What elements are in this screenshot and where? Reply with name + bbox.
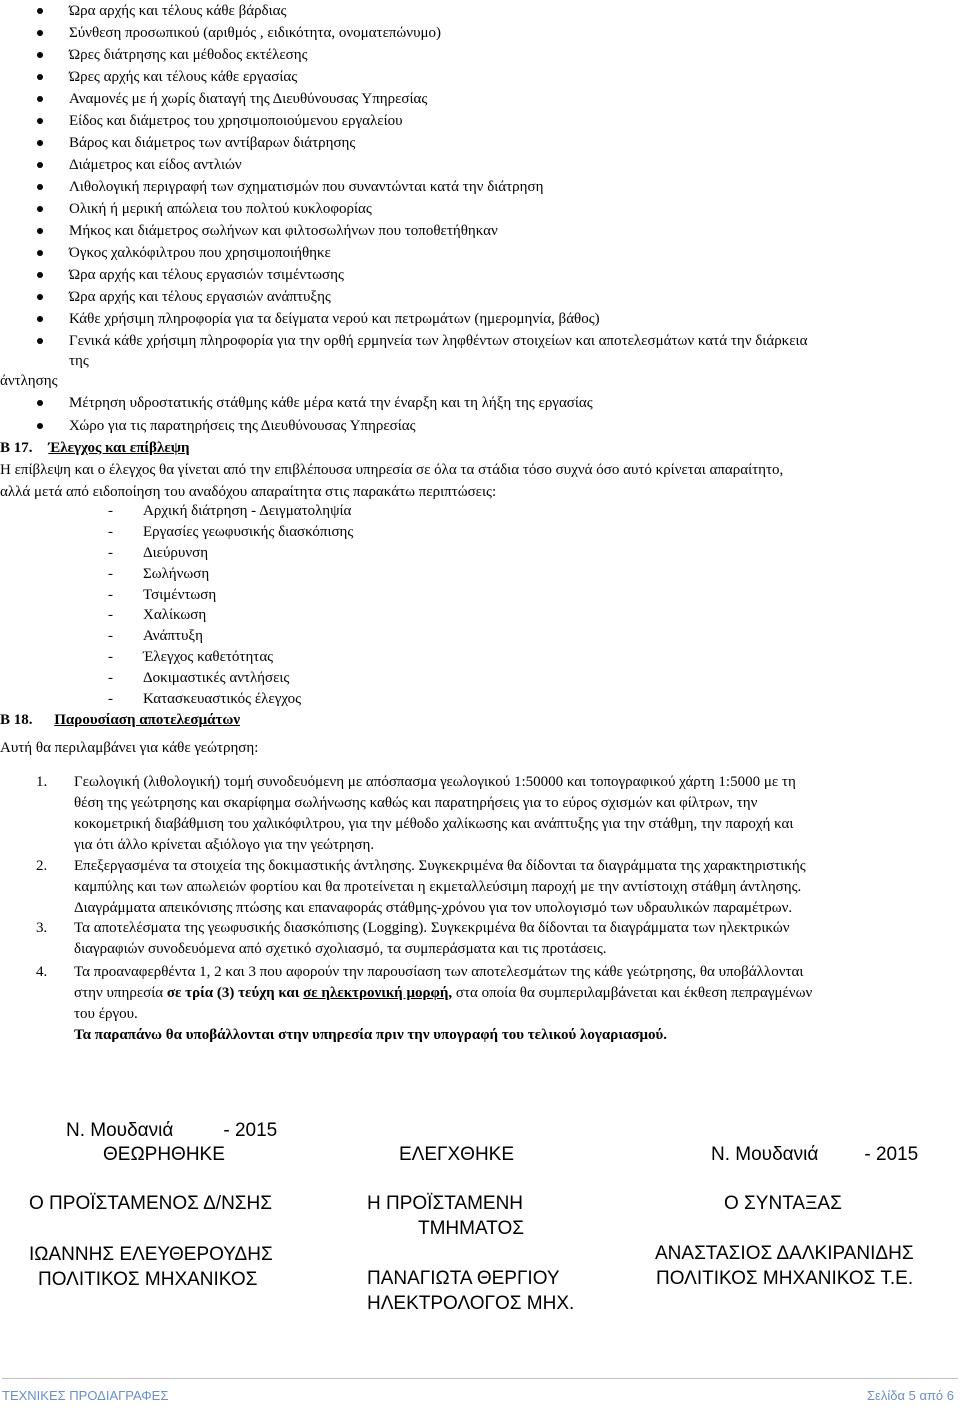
list-item: Έλεγχος καθετότητας — [143, 649, 274, 665]
list-item: Βάρος και διάμετρος των αντίβαρων διάτρησης — [69, 135, 356, 151]
bullet-dot — [37, 74, 43, 80]
list-item: Ώρα αρχής και τέλους εργασιών τσιμέντωσης — [69, 267, 344, 283]
dash-marker: - — [108, 691, 113, 707]
footer-title: ΤΕΧΝΙΚΕΣ ΠΡΟΔΙΑΓΡΑΦΕΣ — [2, 1388, 169, 1403]
list-item: Ώρα αρχής και τέλους εργασιών ανάπτυξης — [69, 289, 331, 305]
text-run: στην υπηρεσία — [74, 985, 167, 1001]
elegxthike-label: ΕΛΕΓΧΘΗΚΕ — [399, 1144, 515, 1165]
right-date — [711, 1143, 918, 1167]
list-item-line: κοκομετρική διαβάθμιση του χαλικόφιλτρου, για την μέθοδο χαλίκωσης και ανάπτυξης για την στάθμη, την παροχή και — [74, 816, 794, 832]
emphasis-underline-text: σε ηλεκτρονική μορφή, — [303, 985, 453, 1001]
list-item: Ώρες αρχής και τέλους κάθε εργασίας — [69, 69, 298, 85]
list-item: Ώρες διάτρησης και μέθοδος εκτέλεσης — [69, 47, 308, 63]
dash-marker: - — [108, 545, 113, 561]
bullet-dot — [37, 96, 43, 102]
footer-page-number: Σελίδα 5 από 6 — [867, 1388, 954, 1403]
theorithike-label: ΘΕΩΡΗΘΗΚΕ — [103, 1144, 225, 1165]
item-number: 3. — [36, 920, 48, 936]
paragraph-line: αλλά μετά από ειδοποίηση του αναδόχου απαραίτητα στις παρακάτω περιπτώσεις: — [0, 484, 497, 500]
list-item: Μήκος και διάμετρος σωλήνων και φιλτοσωλήνων που τοποθετήθηκαν — [69, 223, 498, 239]
col1-role: ΠΟΛΙΤΙΚΟΣ ΜΗΧΑΝΙΚΟΣ — [38, 1269, 258, 1290]
dash-marker: - — [108, 670, 113, 686]
dash-marker: - — [108, 649, 113, 665]
list-item-line: για ότι άλλο κρίνεται αξιόλογο για την γεώτρηση. — [74, 837, 375, 853]
col3-name: ΑΝΑΣΤΑΣΙΟΣ ΔΑΛΚΙΡΑΝΙΔΗΣ — [655, 1243, 914, 1264]
list-item-line: Γεωλογική (λιθολογική) τομή συνοδευόμενη με απόσπασμα γεωλογικού 1:50000 και τοπογραφικού χάρτη 1:5000 με τη — [74, 774, 796, 790]
bullet-dot — [37, 206, 43, 212]
section-heading-b18 — [0, 710, 240, 730]
list-item-line — [74, 982, 812, 1004]
list-item: Δοκιμαστικές αντλήσεις — [143, 670, 290, 686]
list-item-line: θέση της γεώτρησης και σκαρίφημα σωλήνωσης καθώς και παρατηρήσεις για το εύρος σχισμών και φίλτρων, την — [74, 795, 758, 811]
paragraph-line: Αυτή θα περιλαμβάνει για κάθε γεώτρηση: — [0, 740, 259, 756]
list-item: Γενικά κάθε χρήσιμη πληροφορία για την ορθή ερμηνεία των ληφθέντων στοιχείων και αποτελεσμάτων κατά την διάρκεια — [69, 333, 808, 349]
col3-role: ΠΟΛΙΤΙΚΟΣ ΜΗΧΑΝΙΚΟΣ Τ.Ε. — [656, 1268, 914, 1289]
item-number: 2. — [36, 858, 48, 874]
section-number: Β 18. — [0, 712, 33, 728]
list-item: Ολική ή μερική απώλεια του πολτού κυκλοφορίας — [69, 201, 372, 217]
list-item-line: Διαγράμματα απεικόνισης πτώσης και επαναφοράς στάθμης-χρόνου για τον υπολογισμό των υδραυλικών παραμέτρων. — [74, 900, 793, 916]
col1-name: ΙΩΑΝΝΗΣ ΕΛΕΥΘΕΡΟΥΔΗΣ — [29, 1244, 273, 1265]
left-date — [66, 1119, 277, 1143]
section-heading-b17 — [0, 438, 190, 458]
bullet-dot — [37, 250, 43, 256]
list-item-line: του έργου. — [74, 1006, 138, 1022]
list-item: Εργασίες γεωφυσικής διασκόπισης — [143, 524, 354, 540]
list-item: Αρχική διάτρηση - Δειγματοληψία — [143, 503, 352, 519]
dash-marker: - — [108, 628, 113, 644]
date-year: - 2015 — [223, 1120, 278, 1141]
col2-name: ΠΑΝΑΓΙΩΤΑ ΘΕΡΓΙΟΥ — [367, 1268, 560, 1289]
list-item-continuation: της — [69, 353, 89, 369]
list-item-line: καμπύλης και των απωλειών φορτίου και θα προτείνεται η εκμεταλλεύσιμη παροχή με την αντίστοιχη στάθμη άντλησης. — [74, 879, 802, 895]
col2-role: ΗΛΕΚΤΡΟΛΟΓΟΣ ΜΗΧ. — [367, 1293, 575, 1314]
list-item-line: διαγραφιών συνοδευόμενα από σχετικό σχολιασμό, τα συμπεράσματα και τις προτάσεις. — [74, 941, 607, 957]
list-item: Σωλήνωση — [143, 566, 210, 582]
col3-title: Ο ΣΥΝΤΑΞΑΣ — [724, 1193, 842, 1214]
list-item: Σύνθεση προσωπικού (αριθμός , ειδικότητα, ονοματεπώνυμο) — [69, 25, 442, 41]
col1-title: Ο ΠΡΟΪΣΤΑΜΕΝΟΣ Δ/ΝΣΗΣ — [29, 1193, 273, 1214]
section-number: Β 17. — [0, 440, 33, 456]
bullet-dot — [37, 272, 43, 278]
dash-marker: - — [108, 503, 113, 519]
dash-marker: - — [108, 587, 113, 603]
list-item: Χώρο για τις παρατηρήσεις της Διευθύνουσας Υπηρεσίας — [69, 418, 416, 434]
emphasis-text: σε τρία (3) τεύχη και — [166, 985, 304, 1001]
list-item-line: Τα προαναφερθέντα 1, 2 και 3 που αφορούν την παρουσίαση των αποτελεσμάτων της κάθε γεώτρησης, θα υποβάλλονται — [74, 964, 804, 980]
list-item: Ανάπτυξη — [143, 628, 203, 644]
list-item: Όγκος χαλκόφιλτρου που χρησιμοποιήθηκε — [69, 245, 331, 261]
list-item: Κατασκευαστικός έλεγχος — [143, 691, 302, 707]
bullet-dot — [37, 184, 43, 190]
text-run: στα οποία θα συμπεριλαμβάνεται και έκθεση πεπραγμένων — [452, 985, 813, 1001]
col2-title-cont: ΤΜΗΜΑΤΟΣ — [418, 1218, 525, 1239]
list-item: Λιθολογική περιγραφή των σχηματισμών που συναντώνται κατά την διάτρηση — [69, 179, 544, 195]
bullet-dot — [37, 400, 43, 406]
item-number: 1. — [36, 774, 48, 790]
col2-title: Η ΠΡΟΪΣΤΑΜΕΝΗ — [367, 1193, 524, 1214]
date-year: - 2015 — [864, 1144, 919, 1165]
bullet-dot — [37, 423, 43, 429]
bullet-dot — [37, 294, 43, 300]
list-item: Ώρα αρχής και τέλους κάθε βάρδιας — [69, 3, 287, 19]
list-item-line: Τα αποτελέσματα της γεωφυσικής διασκόπισης (Logging). Συγκεκριμένα θα δίδονται τα διαγράμματα των ηλεκτρικών — [74, 920, 790, 936]
section-title: Παρουσίαση αποτελεσμάτων — [54, 712, 241, 728]
item-number: 4. — [36, 964, 48, 980]
date-place: Ν. Μουδανιά — [66, 1120, 174, 1141]
bullet-dot — [37, 338, 43, 344]
bullet-dot — [37, 162, 43, 168]
dash-marker: - — [108, 566, 113, 582]
date-place: Ν. Μουδανιά — [711, 1144, 819, 1165]
bullet-dot — [37, 118, 43, 124]
list-item: Είδος και διάμετρος του χρησιμοποιούμενου εργαλείου — [69, 113, 403, 129]
paragraph-line: Η επίβλεψη και ο έλεγχος θα γίνεται από την επιβλέπουσα υπηρεσία σε όλα τα στάδια τόσο συχνά όσο αυτό κρίνεται απαραίτητο, — [0, 462, 784, 478]
bullet-dot — [37, 228, 43, 234]
bullet-dot — [37, 30, 43, 36]
list-item: Κάθε χρήσιμη πληροφορία για τα δείγματα νερού και πετρωμάτων (ημερομηνία, βάθος) — [69, 311, 600, 327]
dash-marker: - — [108, 524, 113, 540]
list-item: Διάμετρος και είδος αντλιών — [69, 157, 242, 173]
list-item-continuation: άντλησης — [0, 373, 58, 389]
list-item-line-bold: Τα παραπάνω θα υποβάλλονται στην υπηρεσία πριν την υπογραφή του τελικού λογαριασμού. — [74, 1027, 668, 1043]
bullet-dot — [37, 140, 43, 146]
list-item: Διεύρυνση — [143, 545, 209, 561]
dash-marker: - — [108, 607, 113, 623]
list-item: Αναμονές με ή χωρίς διαταγή της Διευθύνουσας Υπηρεσίας — [69, 91, 428, 107]
bullet-dot — [37, 316, 43, 322]
list-item: Χαλίκωση — [143, 607, 207, 623]
list-item-line: Επεξεργασμένα τα στοιχεία της δοκιμαστικής άντλησης. Συγκεκριμένα θα δίδονται τα διαγράμματα της χαρακτηριστικής — [74, 858, 806, 874]
list-item: Μέτρηση υδροστατικής στάθμης κάθε μέρα κατά την έναρξη και τη λήξη της εργασίας — [69, 395, 593, 411]
bullet-dot — [37, 52, 43, 58]
bullet-dot — [37, 8, 43, 14]
list-item: Τσιμέντωση — [143, 587, 217, 603]
footer-divider — [2, 1378, 958, 1379]
section-title: Έλεγχος και επίβλεψη — [48, 440, 190, 456]
